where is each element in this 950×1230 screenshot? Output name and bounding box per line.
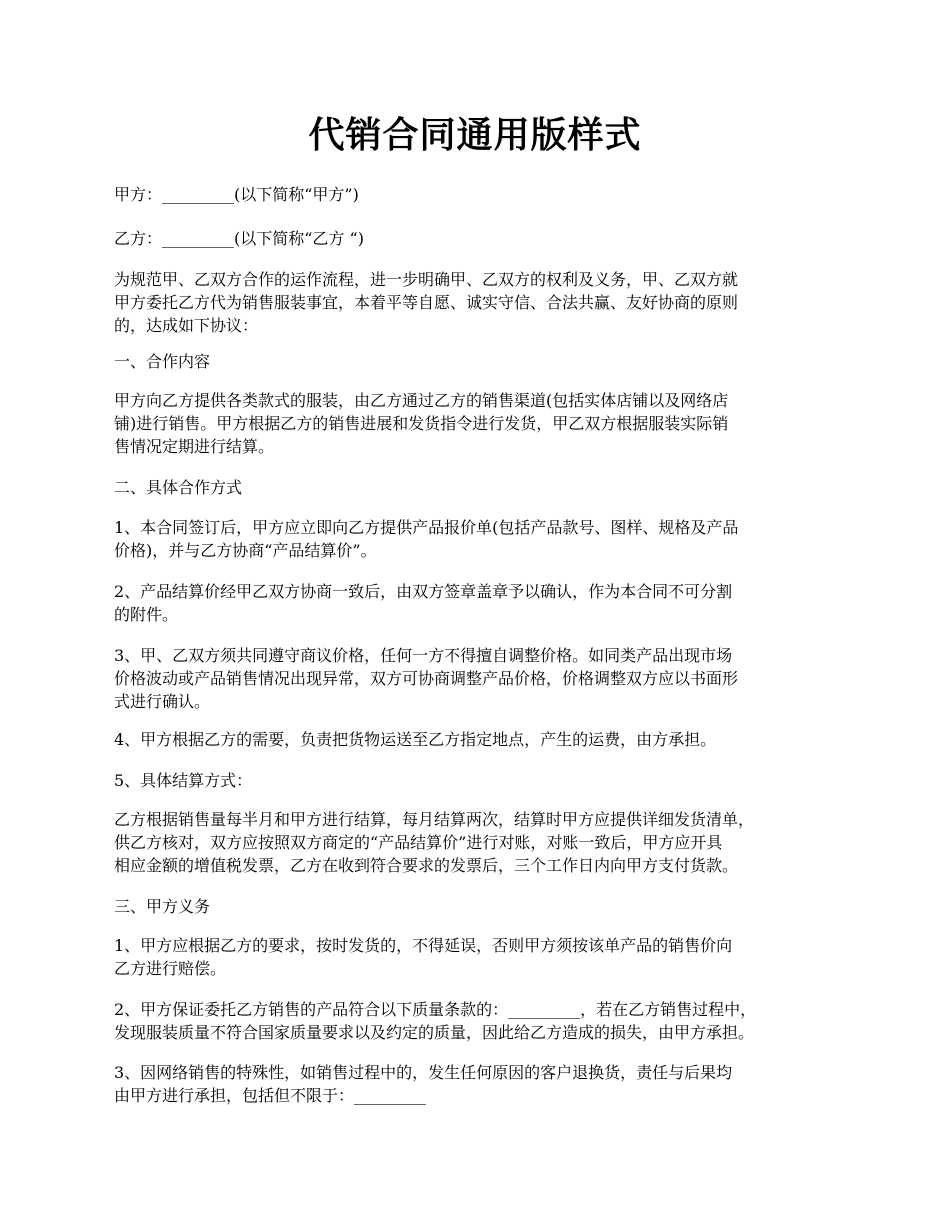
paragraph-line: 乙方根据销售量每半月和甲方进行结算，每月结算两次，结算时甲方应提供详细发货清单，: [114, 810, 755, 829]
paragraph-section-2-item-5: [114, 769, 838, 792]
paragraph-line: 5、具体结算方式：: [114, 771, 253, 790]
paragraph-section-2-item-4: [114, 728, 838, 751]
paragraph-section-1-body: [114, 389, 838, 458]
paragraph-line: 由甲方进行承担，包括但不限于：_________: [114, 1086, 427, 1105]
paragraph-line: 价格)，并与乙方协商“产品结算价”。: [114, 541, 377, 560]
paragraph-line: 乙方：_________(以下简称“乙方 “): [114, 229, 364, 248]
paragraph-line: 甲方委托乙方代为销售服装事宜，本着平等自愿、诚实守信、合法共赢、友好协商的原则: [114, 293, 739, 312]
paragraph-line: 为规范甲、乙双方合作的运作流程，进一步明确甲、乙双方的权利及义务，甲、乙双方就: [114, 270, 739, 289]
document-title: 代销合同通用版样式: [308, 115, 642, 156]
paragraph-line: 售情况定期进行结算。: [114, 437, 275, 456]
paragraph-section-2-item-1: [114, 516, 838, 562]
paragraph-line: 一、合作内容: [114, 352, 211, 371]
paragraph-line: 式进行确认。: [114, 692, 211, 711]
paragraph-line: 的附件。: [114, 605, 179, 624]
paragraph-line: 铺)进行销售。甲方根据乙方的销售进展和发货指令进行发货，甲乙双方根据服装实际销: [114, 414, 729, 433]
paragraph-line: 甲方：_________(以下简称“甲方”): [114, 185, 359, 204]
paragraph-line: 3、因网络销售的特殊性，如销售过程中的，发生任何原因的客户退换货，责任与后果均: [114, 1063, 733, 1082]
paragraph-line: 2、甲方保证委托乙方销售的产品符合以下质量条款的：_________，若在乙方销售过程中，: [114, 1000, 757, 1019]
paragraph-party-a: [114, 183, 838, 206]
paragraph-section-3-item-1: [114, 934, 838, 980]
paragraph-section-2-item-3: [114, 644, 838, 713]
paragraph-line: 3、甲、乙双方须共同遵守商议价格，任何一方不得擅自调整价格。如同类产品出现市场: [114, 646, 733, 665]
paragraph-section-3-item-2: [114, 998, 838, 1044]
paragraph-party-b: [114, 227, 838, 250]
paragraph-section-3-item-3: [114, 1061, 838, 1107]
paragraph-preamble: [114, 268, 838, 337]
paragraph-line: 发现服装质量不符合国家质量要求以及约定的质量，因此给乙方造成的损失，由甲方承担。: [114, 1023, 755, 1042]
paragraph-line: 4、甲方根据乙方的需要，负责把货物运送至乙方指定地点，产生的运费，由方承担。: [114, 730, 717, 749]
paragraph-section-2-item-5-body: [114, 808, 838, 877]
paragraph-line: 1、甲方应根据乙方的要求，按时发货的，不得延误，否则甲方须按该单产品的销售价向: [114, 936, 733, 955]
paragraph-line: 2、产品结算价经甲乙双方协商一致后，由双方签章盖章予以确认，作为本合同不可分割: [114, 582, 733, 601]
paragraph-line: 三、甲方义务: [114, 897, 211, 916]
paragraph-line: 相应金额的增值税发票，乙方在收到符合要求的发票后，三个工作日内向甲方支付货款。: [114, 856, 739, 875]
paragraph-line: 1、本合同签订后，甲方应立即向乙方提供产品报价单(包括产品款号、图样、规格及产品: [114, 518, 739, 537]
paragraph-line: 的，达成如下协议：: [114, 316, 259, 335]
paragraph-section-3-heading: [114, 895, 838, 918]
paragraph-line: 供乙方核对，双方应按照双方商定的“产品结算价”进行对账，对账一致后，甲方应开具: [114, 833, 723, 852]
paragraph-section-2-item-2: [114, 580, 838, 626]
paragraph-line: 价格波动或产品销售情况出现异常，双方可协商调整产品价格，价格调整双方应以书面形: [114, 669, 739, 688]
paragraph-section-2-heading: [114, 476, 838, 499]
paragraph-section-1-heading: [114, 350, 838, 373]
paragraph-line: 二、具体合作方式: [114, 478, 243, 497]
paragraph-line: 甲方向乙方提供各类款式的服装，由乙方通过乙方的销售渠道(包括实体店铺以及网络店: [114, 391, 729, 410]
paragraph-line: 乙方进行赔偿。: [114, 959, 227, 978]
